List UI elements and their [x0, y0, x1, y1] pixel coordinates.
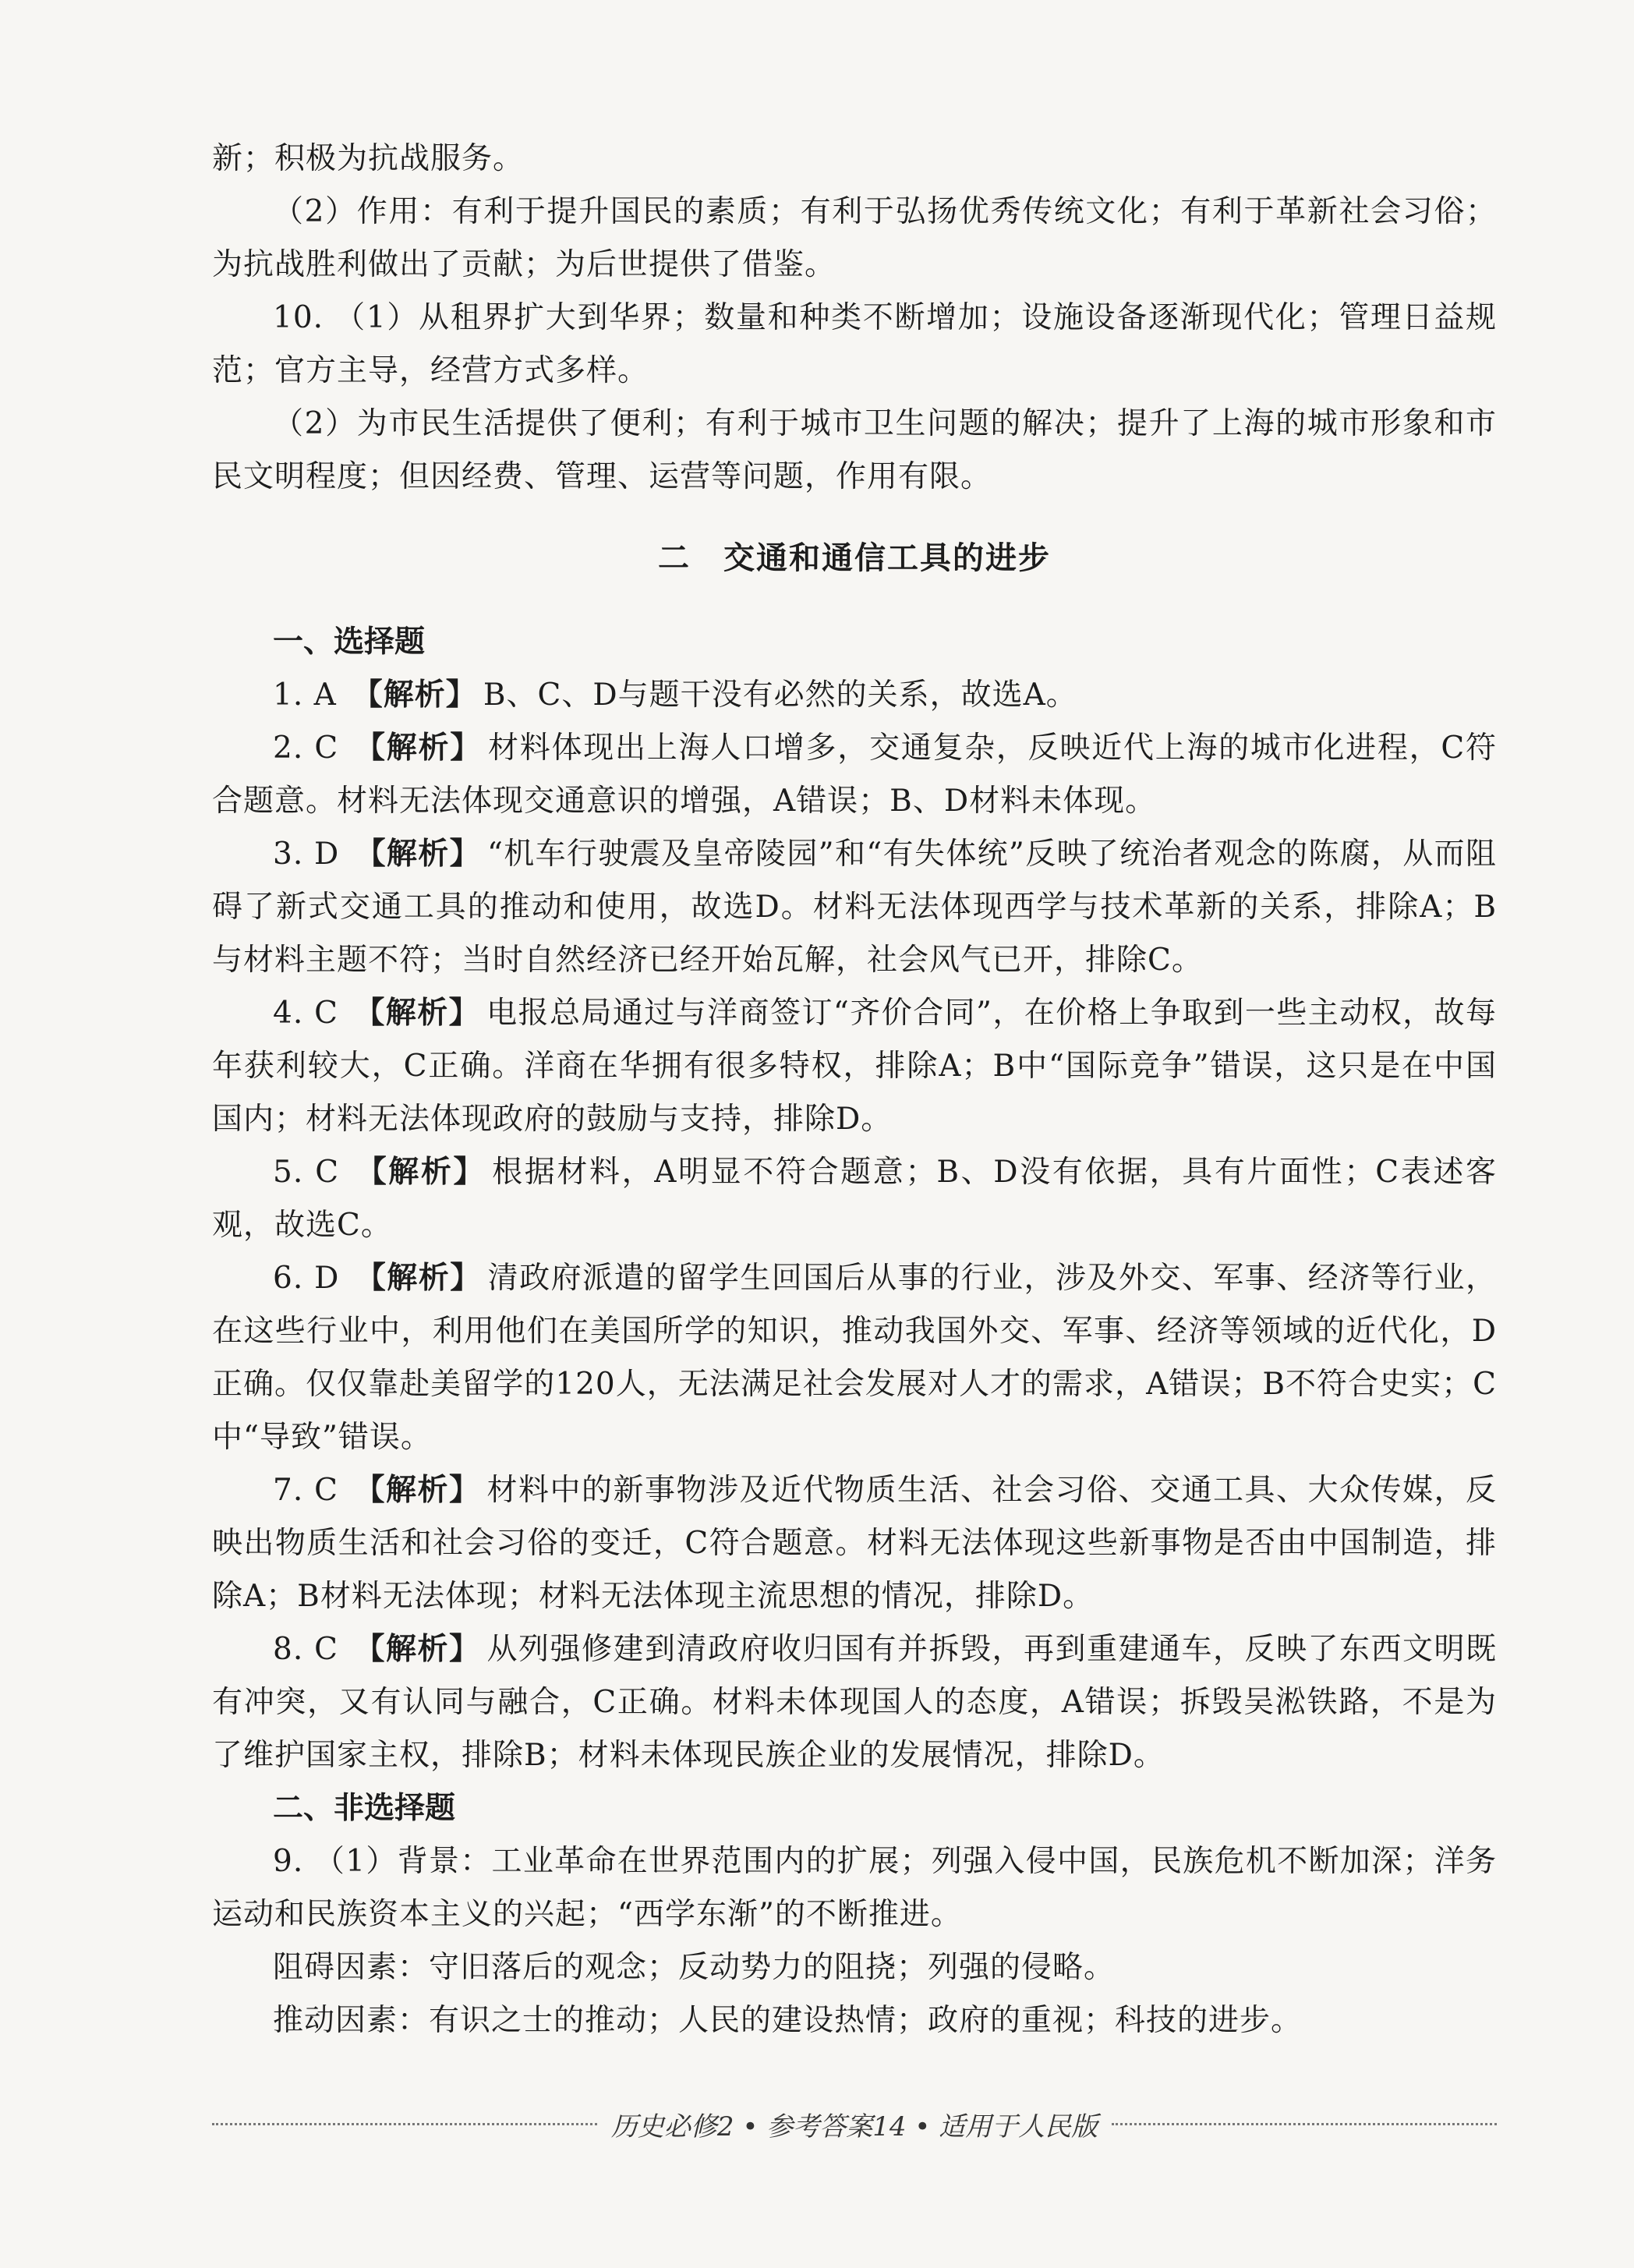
answer-number: 5. — [273, 1155, 304, 1190]
analysis-tag: 【解析】 — [353, 1632, 481, 1667]
answer-item — [212, 669, 1497, 722]
answer-text: 电报总局通过与洋商签订“齐价合同”，在价格上争取到一些主动权，故每年获利较大，C正确。洋商在华拥有很多特权，排除A；B中“国际竞争”错误，这只是在中国国内；材料无法体现政府的鼓励与支持，排除D。 — [212, 996, 1497, 1137]
footer-text: 历史必修2 • 参考答案14 • 适用于人民版 — [610, 2111, 1098, 2142]
answer-item — [212, 987, 1497, 1146]
answer-letter: A — [313, 678, 337, 713]
answer-letter: C — [314, 1473, 338, 1508]
answer-text: 清政府派遣的留学生回国后从事的行业，涉及外交、军事、经济等行业，在这些行业中，利用他们在美国所学的知识，推动我国外交、军事、经济等领域的近代化，D正确。仅仅靠赴美留学的120人，无法满足社会发展对人才的需求，A错误；B不符合史实；C中“导致”错误。 — [212, 1261, 1497, 1455]
page-footer — [212, 2105, 1497, 2143]
answer-text: “机车行驶震及皇帝陵园”和“有失体统”反映了统治者观念的陈腐，从而阻碍了新式交通工具的推动和使用，故选D。材料无法体现西学与技术革新的关系，排除A；B与材料主题不符；当时自然经济已经开始瓦解，社会风气已开，排除C。 — [212, 837, 1497, 978]
answer-item — [212, 828, 1497, 987]
nonchoice-heading: 二、非选择题 — [273, 1791, 456, 1826]
answer-letter: C — [315, 1155, 340, 1190]
answer-number: 7. — [273, 1473, 304, 1508]
choice-heading: 一、选择题 — [273, 624, 426, 660]
answer-text: 从列强修建到清政府收归国有并拆毁，再到重建通车，反映了东西文明既有冲突，又有认同与融合，C正确。材料未体现国人的态度，A错误；拆毁吴淞铁路，不是为了维护国家主权，排除B；材料未体现民族企业的发展情况，排除D。 — [212, 1632, 1497, 1773]
answer-paragraph: 10. （1）从租界扩大到华界；数量和种类不断增加；设施设备逐渐现代化；管理日益规范；官方主导，经营方式多样。 — [212, 300, 1497, 388]
answer-text: 根据材料，A明显不符合题意；B、D没有依据，具有片面性；C表述客观，故选C。 — [212, 1155, 1497, 1243]
footer-divider-left — [212, 2123, 597, 2125]
analysis-tag: 【解析】 — [355, 1261, 482, 1296]
answer-text: 材料中的新事物涉及近代物质生活、社会习俗、交通工具、大众传媒，反映出物质生活和社会习俗的变迁，C符合题意。材料无法体现这些新事物是否由中国制造，排除A；B材料无法体现；材料无法体现主流思想的情况，排除D。 — [212, 1473, 1497, 1614]
answer-letter: D — [314, 1261, 340, 1296]
answer-letter: C — [314, 1632, 338, 1667]
answer-paragraph: （2）作用：有利于提升国民的素质；有利于弘扬优秀传统文化；有利于革新社会习俗；为抗战胜利做出了贡献；为后世提供了借鉴。 — [212, 194, 1497, 282]
answer-number: 4. — [273, 996, 304, 1031]
answer-paragraph: 阻碍因素：守旧落后的观念；反动势力的阻挠；列强的侵略。 — [273, 1950, 1116, 1985]
answer-item — [212, 1252, 1497, 1464]
answer-text: B、C、D与题干没有必然的关系，故选A。 — [483, 678, 1077, 713]
section-title: 二 交通和通信工具的进步 — [658, 540, 1051, 576]
answer-item — [212, 722, 1497, 828]
answer-number: 6. — [273, 1261, 304, 1296]
answer-number: 3. — [273, 837, 304, 872]
answer-number: 8. — [273, 1632, 304, 1667]
answer-number: 2. — [273, 731, 304, 766]
analysis-tag: 【解析】 — [353, 996, 481, 1031]
analysis-tag: 【解析】 — [353, 1473, 481, 1508]
answer-number: 1. — [273, 678, 304, 713]
answer-item — [212, 1464, 1497, 1623]
answer-item — [212, 1623, 1497, 1782]
answer-letter: C — [314, 731, 339, 766]
analysis-tag: 【解析】 — [354, 731, 482, 766]
analysis-tag: 【解析】 — [352, 678, 477, 713]
answer-paragraph: （2）为市民生活提供了便利；有利于城市卫生问题的解决；提升了上海的城市形象和市民文明程度；但因经费、管理、运营等问题，作用有限。 — [212, 406, 1497, 494]
answer-text: 材料体现出上海人口增多，交通复杂，反映近代上海的城市化进程，C符合题意。材料无法体现交通意识的增强，A错误；B、D材料未体现。 — [212, 731, 1497, 819]
analysis-tag: 【解析】 — [355, 1155, 486, 1190]
footer-divider-right — [1112, 2123, 1497, 2125]
page-content — [212, 133, 1497, 2047]
continuation-line: 新；积极为抗战服务。 — [212, 141, 525, 176]
answer-letter: C — [314, 996, 338, 1031]
answer-paragraph: 推动因素：有识之士的推动；人民的建设热情；政府的重视；科技的进步。 — [273, 2003, 1303, 2038]
answer-paragraph: 9. （1）背景：工业革命在世界范围内的扩展；列强入侵中国，民族危机不断加深；洋务运动和民族资本主义的兴起；“西学东渐”的不断推进。 — [212, 1844, 1497, 1932]
answer-item — [212, 1146, 1497, 1252]
answer-letter: D — [313, 837, 340, 872]
analysis-tag: 【解析】 — [355, 837, 481, 872]
